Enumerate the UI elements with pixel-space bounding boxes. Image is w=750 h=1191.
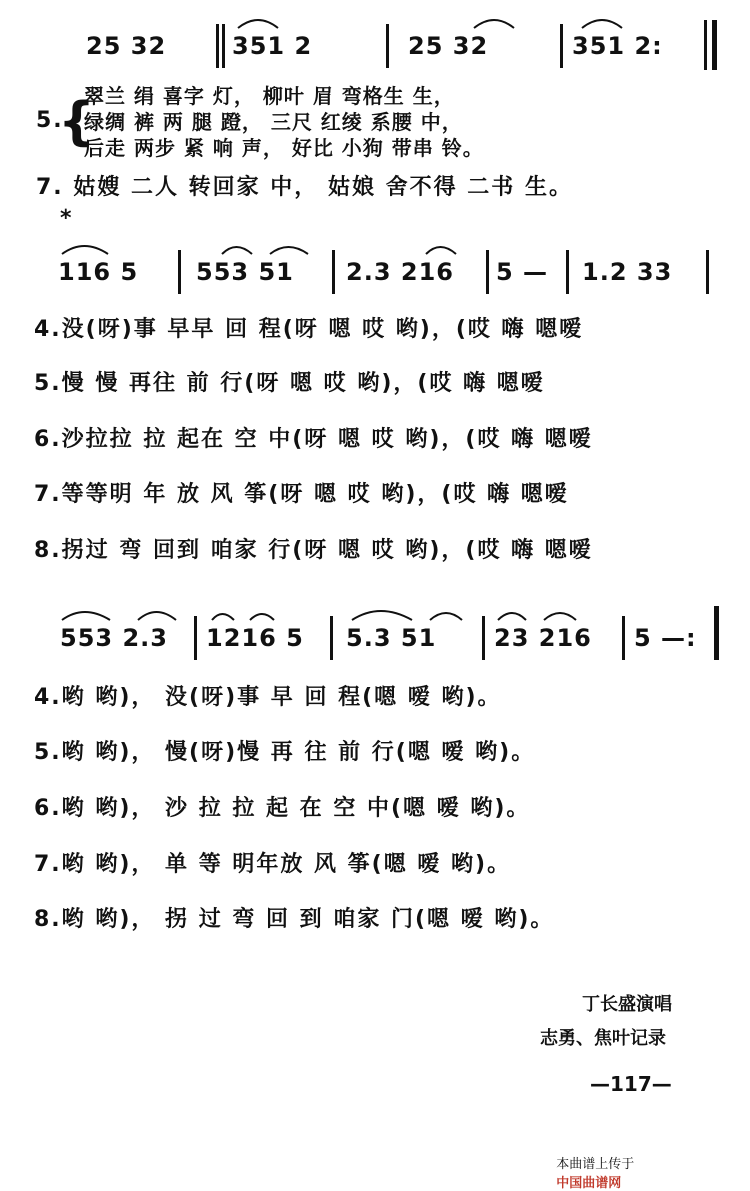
brace-icon: { bbox=[58, 92, 96, 152]
block3-line-7: 7.哟 哟)， 单 等 明年放 风 筝(嗯 嗳 哟)。 bbox=[34, 852, 512, 877]
block2-line-4: 4.没(呀)事 早早 回 程(呀 嗯 哎 哟)，(哎 嗨 嗯嗳 bbox=[34, 317, 584, 342]
measure-1-3: 25 32 bbox=[408, 32, 489, 60]
verse-5-line-2: 绿绸 裤 两 腿 蹬， 三尺 红绫 系腰 中， bbox=[84, 110, 463, 134]
measure-2-3: 2.3 216 bbox=[346, 258, 454, 286]
page-number: —117— bbox=[590, 1072, 672, 1096]
block3-line-4: 4.哟 哟)， 没(呀)事 早 回 程(嗯 嗳 哟)。 bbox=[34, 685, 502, 710]
slur-marks bbox=[0, 0, 750, 80]
measure-1-2: 351 2 bbox=[232, 32, 313, 60]
measure-2-1: 116 5 bbox=[58, 258, 139, 286]
measure-1-4: 351 2: bbox=[572, 32, 663, 60]
footer-text: 本曲谱上传于 bbox=[556, 1157, 635, 1172]
site-logo: 中国曲谱网 bbox=[556, 1176, 622, 1191]
verse-5-line-3: 后走 两步 紧 响 声， 好比 小狗 带串 铃。 bbox=[84, 136, 484, 160]
asterisk-mark: * bbox=[60, 206, 73, 231]
measure-3-2: 1216 5 bbox=[206, 624, 304, 652]
block2-line-8: 8.拐过 弯 回到 咱家 行(呀 嗯 哎 哟)，(哎 嗨 嗯嗳 bbox=[34, 538, 593, 563]
block2-line-7: 7.等等明 年 放 风 筝(呀 嗯 哎 哟)，(哎 嗨 嗯嗳 bbox=[34, 482, 569, 507]
measure-2-4: 5 — bbox=[496, 258, 549, 286]
block3-line-8: 8.哟 哟)， 拐 过 弯 回 到 咱家 门(嗯 嗳 哟)。 bbox=[34, 907, 555, 932]
singer-credit: 丁长盛演唱 bbox=[582, 994, 672, 1015]
verse-5-label: 5. bbox=[36, 108, 64, 133]
measure-3-4: 23 216 bbox=[494, 624, 592, 652]
recorder-credit: 志勇、焦叶记录 bbox=[540, 1028, 666, 1049]
measure-3-1: 553 2.3 bbox=[60, 624, 168, 652]
measure-2-5: 1.2 33 bbox=[582, 258, 673, 286]
measure-1-1: 25 32 bbox=[86, 32, 167, 60]
measure-3-3: 5.3 51 bbox=[346, 624, 437, 652]
slur-marks bbox=[0, 596, 750, 676]
slur-marks bbox=[0, 230, 750, 310]
block2-line-6: 6.沙拉拉 拉 起在 空 中(呀 嗯 哎 哟)，(哎 嗨 嗯嗳 bbox=[34, 427, 593, 452]
block3-line-6: 6.哟 哟)， 沙 拉 拉 起 在 空 中(嗯 嗳 哟)。 bbox=[34, 796, 531, 821]
measure-2-2: 553 51 bbox=[196, 258, 294, 286]
verse-5-line-1: 翠兰 绢 喜字 灯， 柳叶 眉 弯格生 生， bbox=[84, 84, 455, 108]
block3-line-5: 5.哟 哟)， 慢(呀)慢 再 往 前 行(嗯 嗳 哟)。 bbox=[34, 740, 536, 765]
verse-7-line: 7. 姑嫂 二人 转回家 中， 姑娘 舍不得 二书 生。 bbox=[36, 175, 573, 200]
measure-3-5: 5 —: bbox=[634, 624, 697, 652]
footer-watermark bbox=[548, 1138, 634, 1191]
block2-line-5: 5.慢 慢 再往 前 行(呀 嗯 哎 哟)，(哎 嗨 嗯嗳 bbox=[34, 371, 545, 396]
